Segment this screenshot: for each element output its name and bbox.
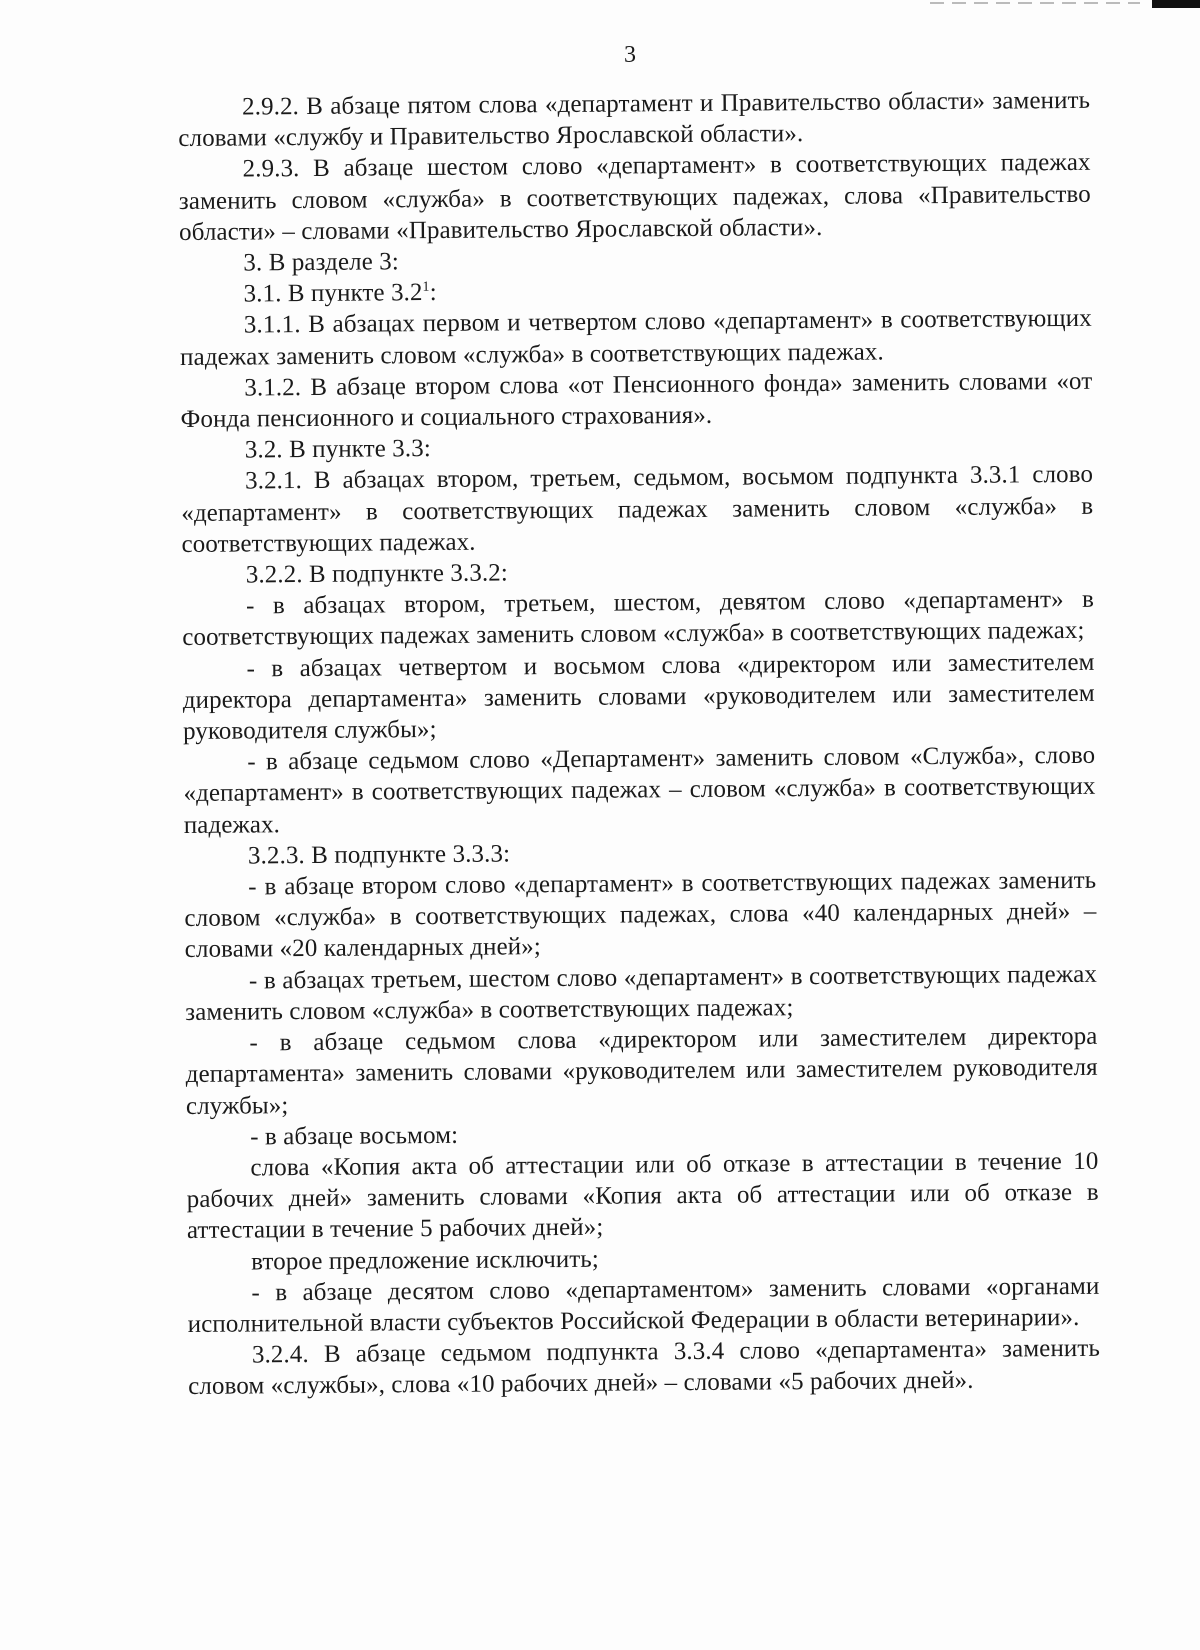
list-item-3-2-2-a: - в абзацах втором, третьем, шестом, девятом слово «департамент» в соответствующих падежах заменить словом «служба» в соответствующих падежах;	[182, 586, 1095, 652]
list-item-3-2-3-d: - в абзаце восьмом:	[250, 1121, 459, 1151]
list-item-3-2-3-c: - в абзаце седьмом слова «директором или заместителем директора департамента» заменить словами «руководителем или заместителем руководителя службы»;	[185, 1022, 1098, 1120]
list-item-3-2-2-c: - в абзаце седьмом слово «Департамент» заменить словом «Служба», слово «департамент» в соответствующих падежах – словом «служба» в соответствующих падежах.	[183, 742, 1096, 839]
document-body	[178, 85, 1100, 1403]
list-item-3-2-3-b: - в абзацах третьем, шестом слово «департамент» в соответствующих падежах заменить словом «служба» в соответствующих падежах;	[185, 960, 1098, 1026]
paragraph-3-2-3: 3.2.3. В подпункте 3.3.3:	[247, 840, 511, 870]
scan-artifact	[930, 2, 1140, 4]
list-item-3-2-2-b: - в абзацах четвертом и восьмом слова «директором или заместителем директора департамента» заменить словами «руководителем или заместителем руководителя службы»;	[182, 648, 1095, 746]
list-item-3-2-3-e: - в абзаце десятом слово «департаментом» заменить словами «органами исполнительной власти субъектов Российской Федерации в области ветеринарии».	[187, 1272, 1100, 1338]
paragraph-3-2-4: 3.2.4. В абзаце седьмом подпункта 3.3.4 слово «департамента» заменить словом «службы», слова «10 рабочих дней» – словами «5 рабочих дней».	[188, 1334, 1101, 1401]
paragraph-3-1-1: 3.1.1. В абзацах первом и четвертом слово «департамент» в соответствующих падежах заменить словом «служба» в соответствующих падежах.	[179, 305, 1092, 371]
paragraph-3-2: 3.2. В пункте 3.3:	[244, 435, 431, 464]
paragraph-3-1-text: 3.1. В пункте 3.2	[243, 279, 423, 308]
paragraph-3-1-superscript: 1	[422, 279, 430, 295]
paragraph-3-2-2: 3.2.2. В подпункте 3.3.2:	[245, 559, 509, 589]
paragraph-2-9-3: 2.9.3. В абзаце шестом слово «департамент» в соответствующих падежах заменить словом «служба» в соответствующих падежах, слова «Правительство области» – словами «Правительство Ярославской области».	[178, 149, 1091, 246]
list-item-3-2-3-d-words: слова «Копия акта об аттестации или об отказе в аттестации в течение 10 рабочих дней» заменить словами «Копия акта об аттестации или об отказе в аттестации в течение 5 рабочих дней»;	[186, 1147, 1099, 1245]
paragraph-2-9-2: 2.9.2. В абзаце пятом слова «департамент и Правительство области» заменить словами «службу и Правительство Ярославской области».	[178, 86, 1091, 153]
list-item-3-2-3-a: - в абзаце втором слово «департамент» в соответствующих падежах заменить словом «служба» в соответствующих падежах, слова «40 календарных дней» – словами «20 календарных дней»;	[184, 866, 1097, 964]
list-item-3-2-3-d-sentence: второе предложение исключить;	[251, 1245, 600, 1275]
paragraph-3-2-1: 3.2.1. В абзацах втором, третьем, седьмом, восьмом подпункта 3.3.1 слово «департамент» в соответствующих падежах заменить словом «служба» в соответствующих падежах.	[181, 461, 1094, 558]
paragraph-3-1-2: 3.1.2. В абзаце втором слова «от Пенсионного фонда» заменить словами «от Фонда пенсионного и социального страхования».	[180, 367, 1093, 434]
paragraph-3-1-tail: :	[429, 279, 437, 307]
scan-artifact-corner	[1152, 0, 1200, 8]
page-number: 3	[624, 42, 636, 68]
paragraph-section-3: 3. В разделе 3:	[243, 248, 399, 277]
